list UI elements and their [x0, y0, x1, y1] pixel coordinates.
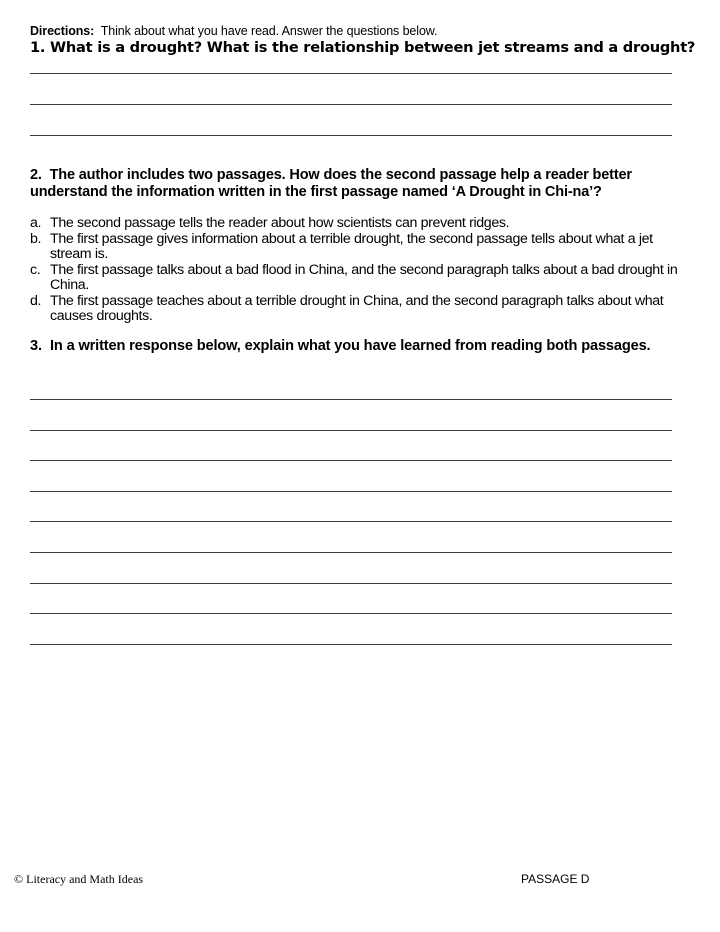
question-2-options: [30, 216, 680, 325]
question-3-text: In a written response below, explain what you have learned from reading both passages.: [50, 338, 651, 354]
option-text: The first passage teaches about a terrible drought in China, and the second paragraph talks about what causes droughts.: [50, 292, 664, 324]
option-c[interactable]: [30, 263, 680, 294]
option-text: The first passage talks about a bad flood in China, and the second paragraph talks about a bad drought in China.: [50, 261, 678, 293]
answer-line-q3-2[interactable]: [30, 430, 672, 431]
option-letter: c.: [30, 261, 41, 278]
option-b[interactable]: [30, 232, 680, 263]
option-letter: d.: [30, 292, 42, 309]
answer-line-q3-1[interactable]: [30, 399, 672, 400]
question-1: [30, 39, 695, 56]
option-text: The first passage gives information about a terrible drought, the second passage tells about what a jet stream is.: [50, 230, 653, 262]
answer-line-q3-8[interactable]: [30, 613, 672, 614]
answer-line-q3-6[interactable]: [30, 552, 672, 553]
directions-label: Directions:: [30, 24, 95, 38]
answer-line-q1-3[interactable]: [30, 135, 672, 136]
passage-label: PASSAGE D: [521, 872, 590, 886]
question-1-number: 1.: [30, 39, 46, 56]
answer-line-q3-5[interactable]: [30, 521, 672, 522]
copyright-footer: © Literacy and Math Ideas: [14, 872, 144, 886]
answer-line-q1-1[interactable]: [30, 73, 672, 74]
question-2-text: The author includes two passages. How does the second passage help a reader better understand the information written in the first passage named ‘A Drought in Chi-na’?: [30, 167, 632, 200]
directions: [30, 24, 437, 38]
option-a[interactable]: [30, 216, 680, 232]
answer-line-q3-9[interactable]: [30, 644, 672, 645]
answer-line-q1-2[interactable]: [30, 104, 672, 105]
option-letter: b.: [30, 230, 42, 247]
option-d[interactable]: [30, 294, 680, 325]
question-3-number: 3.: [30, 338, 42, 354]
option-text: The second passage tells the reader about how scientists can prevent ridges.: [50, 215, 510, 231]
question-2: [30, 167, 680, 201]
question-3: [30, 338, 680, 355]
answer-line-q3-4[interactable]: [30, 491, 672, 492]
answer-line-q3-7[interactable]: [30, 583, 672, 584]
question-1-text: What is a drought? What is the relationship between jet streams and a drought?: [50, 39, 696, 56]
directions-text: Think about what you have read. Answer the questions below.: [100, 24, 438, 38]
question-2-number: 2.: [30, 167, 42, 183]
option-letter: a.: [30, 215, 42, 231]
answer-line-q3-3[interactable]: [30, 460, 672, 461]
